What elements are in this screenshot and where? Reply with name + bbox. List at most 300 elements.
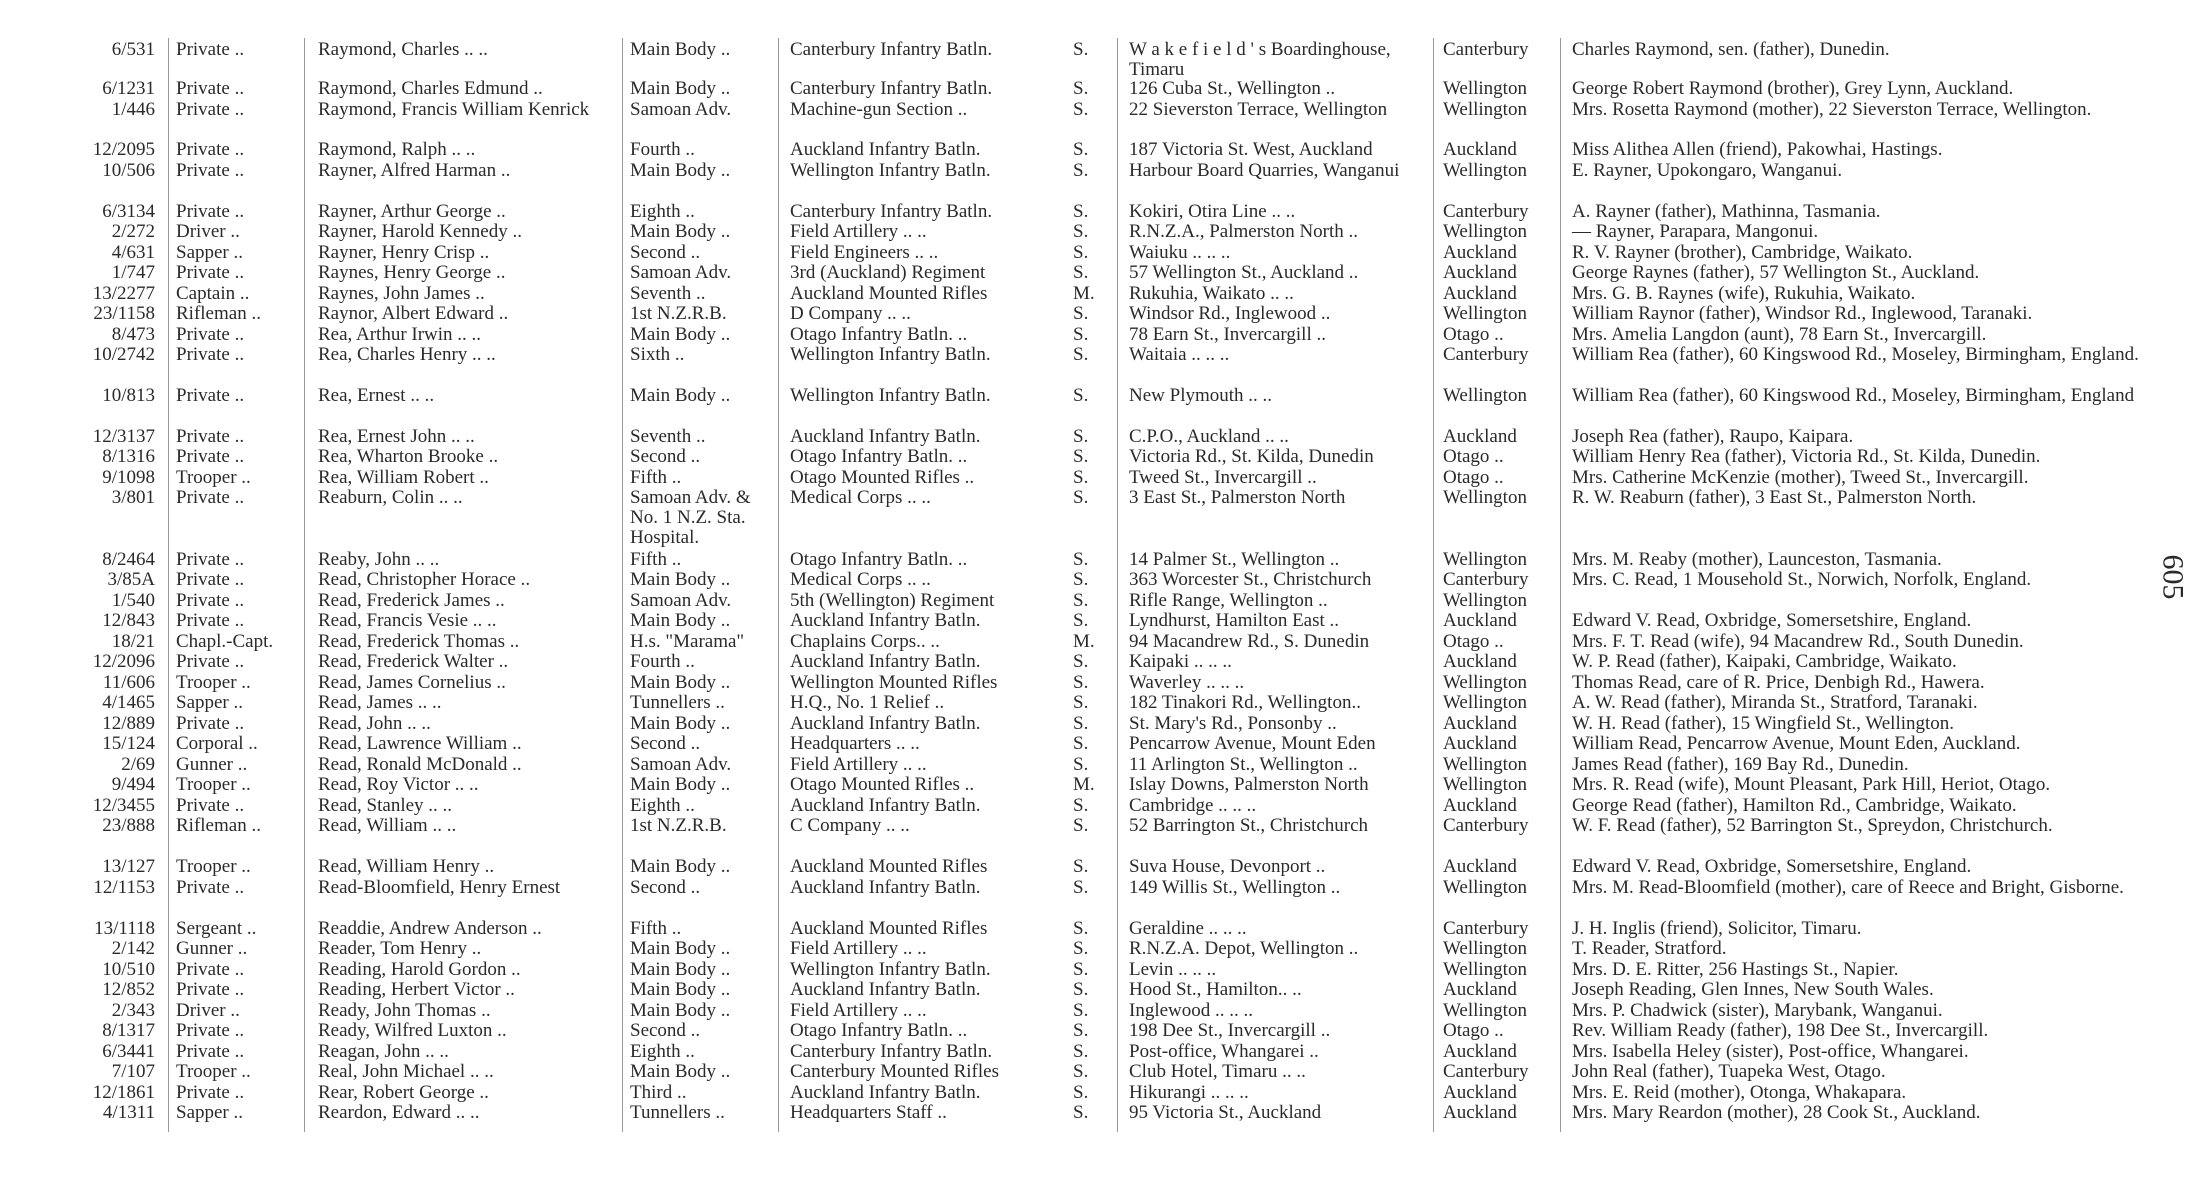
district-cell: Auckland xyxy=(1443,651,1517,672)
corps-unit-cell: Auckland Mounted Rifles xyxy=(790,918,988,939)
table-row xyxy=(0,386,2205,406)
table-row xyxy=(0,284,2205,304)
soldier-name-cell: Ready, John Thomas .. xyxy=(318,1000,491,1021)
district-cell: Wellington xyxy=(1443,78,1527,99)
rank-cell: Sapper .. xyxy=(176,1102,244,1123)
table-row xyxy=(0,591,2205,611)
next-of-kin-cell: George Raynes (father), 57 Wellington St., Auckland. xyxy=(1572,262,1980,283)
regimental-number-cell: 13/2277 xyxy=(92,283,155,304)
regimental-number-cell: 11/606 xyxy=(102,672,155,693)
corps-unit-cell: Auckland Infantry Batln. xyxy=(790,713,981,734)
last-address-cell: Rukuhia, Waikato .. .. xyxy=(1129,283,1294,304)
next-of-kin-cell: Thomas Read, care of R. Price, Denbigh Rd., Hawera. xyxy=(1572,672,1985,693)
corps-unit-cell: Wellington Infantry Batln. xyxy=(790,385,991,406)
last-address-cell: Pencarrow Avenue, Mount Eden xyxy=(1129,733,1376,754)
table-row xyxy=(0,325,2205,345)
table-row xyxy=(0,447,2205,467)
rank-cell: Private .. xyxy=(176,590,245,611)
district-cell: Wellington xyxy=(1443,549,1527,570)
district-cell: Wellington xyxy=(1443,590,1527,611)
rank-cell: Rifleman .. xyxy=(176,815,261,836)
last-address-cell: W a k e f i e l d ' s Boardinghouse, Timaru xyxy=(1129,39,1391,80)
soldier-name-cell: Read, Frederick Thomas .. xyxy=(318,631,520,652)
next-of-kin-cell: William Henry Rea (father), Victoria Rd., St. Kilda, Dunedin. xyxy=(1572,446,2041,467)
corps-unit-cell: Otago Infantry Batln. .. xyxy=(790,1020,968,1041)
embarkation-unit-cell: Main Body .. xyxy=(630,221,731,242)
corps-unit-cell: Auckland Infantry Batln. xyxy=(790,610,981,631)
last-address-cell: Club Hotel, Timaru .. .. xyxy=(1129,1061,1306,1082)
soldier-name-cell: Raynes, Henry George .. xyxy=(318,262,506,283)
last-address-cell: Waitaia .. .. .. xyxy=(1129,344,1230,365)
embarkation-unit-cell: Samoan Adv. & No. 1 N.Z. Sta. Hospital. xyxy=(630,487,751,548)
next-of-kin-cell: R. V. Rayner (brother), Cambridge, Waikato. xyxy=(1572,242,1913,263)
last-address-cell: Tweed St., Invercargill .. xyxy=(1129,467,1317,488)
last-address-cell: Hood St., Hamilton.. .. xyxy=(1129,979,1302,1000)
marital-status-cell: M. xyxy=(1073,283,1095,304)
next-of-kin-cell: Charles Raymond, sen. (father), Dunedin. xyxy=(1572,39,1890,60)
marital-status-cell: M. xyxy=(1073,774,1095,795)
last-address-cell: Victoria Rd., St. Kilda, Dunedin xyxy=(1129,446,1374,467)
corps-unit-cell: Headquarters .. .. xyxy=(790,733,920,754)
soldier-name-cell: Read, Lawrence William .. xyxy=(318,733,522,754)
last-address-cell: 149 Willis St., Wellington .. xyxy=(1129,877,1341,898)
soldier-name-cell: Readdie, Andrew Anderson .. xyxy=(318,918,542,939)
embarkation-unit-cell: Main Body .. xyxy=(630,774,731,795)
rank-cell: Private .. xyxy=(176,713,245,734)
rank-cell: Driver .. xyxy=(176,221,240,242)
next-of-kin-cell: James Read (father), 169 Bay Rd., Dunedin. xyxy=(1572,754,1909,775)
rank-cell: Private .. xyxy=(176,139,245,160)
next-of-kin-cell: George Robert Raymond (brother), Grey Lynn, Auckland. xyxy=(1572,78,2014,99)
marital-status-cell: S. xyxy=(1073,959,1089,980)
rank-cell: Private .. xyxy=(176,549,245,570)
embarkation-unit-cell: Samoan Adv. xyxy=(630,99,732,120)
corps-unit-cell: Chaplains Corps.. .. xyxy=(790,631,940,652)
embarkation-unit-cell: 1st N.Z.R.B. xyxy=(630,303,727,324)
rank-cell: Private .. xyxy=(176,262,245,283)
regimental-number-cell: 9/494 xyxy=(111,774,155,795)
regimental-number-cell: 10/510 xyxy=(102,959,155,980)
corps-unit-cell: Field Artillery .. .. xyxy=(790,221,927,242)
district-cell: Wellington xyxy=(1443,221,1527,242)
corps-unit-cell: Otago Mounted Rifles .. xyxy=(790,467,975,488)
embarkation-unit-cell: Main Body .. xyxy=(630,385,731,406)
rank-cell: Private .. xyxy=(176,324,245,345)
corps-unit-cell: Medical Corps .. .. xyxy=(790,569,931,590)
embarkation-unit-cell: Samoan Adv. xyxy=(630,590,732,611)
table-row xyxy=(0,427,2205,447)
regimental-number-cell: 13/127 xyxy=(102,856,155,877)
soldier-name-cell: Read, Frederick Walter .. xyxy=(318,651,509,672)
next-of-kin-cell: Edward V. Read, Oxbridge, Somersetshire, England. xyxy=(1572,610,1972,631)
corps-unit-cell: Auckland Infantry Batln. xyxy=(790,795,981,816)
next-of-kin-cell: John Real (father), Tuapeka West, Otago. xyxy=(1572,1061,1886,1082)
regimental-number-cell: 1/747 xyxy=(111,262,155,283)
soldier-name-cell: Rayner, Arthur George .. xyxy=(318,201,506,222)
marital-status-cell: S. xyxy=(1073,979,1089,1000)
marital-status-cell: S. xyxy=(1073,713,1089,734)
marital-status-cell: S. xyxy=(1073,467,1089,488)
next-of-kin-cell: Mrs. Amelia Langdon (aunt), 78 Earn St., Invercargill. xyxy=(1572,324,1987,345)
rank-cell: Private .. xyxy=(176,78,245,99)
regimental-number-cell: 4/1465 xyxy=(102,692,155,713)
embarkation-unit-cell: Main Body .. xyxy=(630,938,731,959)
next-of-kin-cell: Mrs. C. Read, 1 Mousehold St., Norwich, Norfolk, England. xyxy=(1572,569,2032,590)
soldier-name-cell: Read, Christopher Horace .. xyxy=(318,569,531,590)
regimental-number-cell: 12/889 xyxy=(102,713,155,734)
page-number: 605 xyxy=(2156,554,2190,600)
regimental-number-cell: 10/813 xyxy=(102,385,155,406)
next-of-kin-cell: Rev. William Ready (father), 198 Dee St., Invercargill. xyxy=(1572,1020,1989,1041)
next-of-kin-cell: Mrs. F. T. Read (wife), 94 Macandrew Rd., South Dunedin. xyxy=(1572,631,2024,652)
table-row xyxy=(0,878,2205,898)
last-address-cell: 78 Earn St., Invercargill .. xyxy=(1129,324,1326,345)
regimental-number-cell: 8/473 xyxy=(111,324,155,345)
next-of-kin-cell: R. W. Reaburn (father), 3 East St., Palmerston North. xyxy=(1572,487,1977,508)
embarkation-unit-cell: Fifth .. xyxy=(630,467,682,488)
last-address-cell: 126 Cuba St., Wellington .. xyxy=(1129,78,1336,99)
corps-unit-cell: Auckland Infantry Batln. xyxy=(790,139,981,160)
last-address-cell: 363 Worcester St., Christchurch xyxy=(1129,569,1372,590)
next-of-kin-cell: E. Rayner, Upokongaro, Wanganui. xyxy=(1572,160,1843,181)
district-cell: Wellington xyxy=(1443,672,1527,693)
soldier-name-cell: Rayner, Henry Crisp .. xyxy=(318,242,490,263)
district-cell: Canterbury xyxy=(1443,201,1529,222)
corps-unit-cell: Wellington Infantry Batln. xyxy=(790,344,991,365)
embarkation-unit-cell: Fifth .. xyxy=(630,918,682,939)
rank-cell: Trooper .. xyxy=(176,467,251,488)
soldier-name-cell: Reardon, Edward .. .. xyxy=(318,1102,480,1123)
table-row xyxy=(0,487,2205,548)
marital-status-cell: S. xyxy=(1073,610,1089,631)
last-address-cell: 52 Barrington St., Christchurch xyxy=(1129,815,1369,836)
table-row xyxy=(0,550,2205,570)
district-cell: Auckland xyxy=(1443,242,1517,263)
marital-status-cell: S. xyxy=(1073,651,1089,672)
marital-status-cell: S. xyxy=(1073,303,1089,324)
district-cell: Auckland xyxy=(1443,733,1517,754)
last-address-cell: Post-office, Whangarei .. xyxy=(1129,1041,1319,1062)
corps-unit-cell: 3rd (Auckland) Regiment xyxy=(790,262,986,283)
rank-cell: Private .. xyxy=(176,39,245,60)
regimental-number-cell: 8/2464 xyxy=(102,549,155,570)
corps-unit-cell: Wellington Infantry Batln. xyxy=(790,160,991,181)
marital-status-cell: S. xyxy=(1073,569,1089,590)
rank-cell: Private .. xyxy=(176,344,245,365)
last-address-cell: R.N.Z.A., Palmerston North .. xyxy=(1129,221,1359,242)
corps-unit-cell: Auckland Mounted Rifles xyxy=(790,283,988,304)
regimental-number-cell: 3/801 xyxy=(111,487,155,508)
soldier-name-cell: Raymond, Charles Edmund .. xyxy=(318,78,543,99)
soldier-name-cell: Rea, Ernest .. .. xyxy=(318,385,435,406)
table-row xyxy=(0,100,2205,120)
district-cell: Wellington xyxy=(1443,959,1527,980)
soldier-name-cell: Reaburn, Colin .. .. xyxy=(318,487,463,508)
table-row xyxy=(0,755,2205,775)
embarkation-unit-cell: Main Body .. xyxy=(630,569,731,590)
corps-unit-cell: D Company .. .. xyxy=(790,303,911,324)
marital-status-cell: S. xyxy=(1073,754,1089,775)
last-address-cell: St. Mary's Rd., Ponsonby .. xyxy=(1129,713,1337,734)
marital-status-cell: S. xyxy=(1073,692,1089,713)
next-of-kin-cell: J. H. Inglis (friend), Solicitor, Timaru. xyxy=(1572,918,1862,939)
marital-status-cell: S. xyxy=(1073,877,1089,898)
embarkation-unit-cell: Main Body .. xyxy=(630,1000,731,1021)
last-address-cell: Lyndhurst, Hamilton East .. xyxy=(1129,610,1340,631)
corps-unit-cell: Auckland Infantry Batln. xyxy=(790,651,981,672)
regimental-number-cell: 2/343 xyxy=(111,1000,155,1021)
soldier-name-cell: Rayner, Harold Kennedy .. xyxy=(318,221,522,242)
soldier-name-cell: Rea, Charles Henry .. .. xyxy=(318,344,496,365)
soldier-name-cell: Rea, Arthur Irwin .. .. xyxy=(318,324,482,345)
regimental-number-cell: 7/107 xyxy=(111,1061,155,1082)
district-cell: Otago .. xyxy=(1443,324,1504,345)
soldier-name-cell: Rayner, Alfred Harman .. xyxy=(318,160,511,181)
last-address-cell: Cambridge .. .. .. xyxy=(1129,795,1257,816)
next-of-kin-cell: W. F. Read (father), 52 Barrington St., Spreydon, Christchurch. xyxy=(1572,815,2053,836)
regimental-number-cell: 4/1311 xyxy=(102,1102,155,1123)
corps-unit-cell: Otago Infantry Batln. .. xyxy=(790,549,968,570)
embarkation-unit-cell: Second .. xyxy=(630,877,701,898)
table-row xyxy=(0,734,2205,754)
marital-status-cell: S. xyxy=(1073,324,1089,345)
district-cell: Canterbury xyxy=(1443,569,1529,590)
embarkation-unit-cell: Main Body .. xyxy=(630,1061,731,1082)
last-address-cell: Levin .. .. .. xyxy=(1129,959,1217,980)
district-cell: Wellington xyxy=(1443,99,1527,120)
rank-cell: Private .. xyxy=(176,385,245,406)
soldier-name-cell: Ready, Wilfred Luxton .. xyxy=(318,1020,507,1041)
table-row xyxy=(0,161,2205,181)
table-row xyxy=(0,1103,2205,1123)
table-row xyxy=(0,140,2205,160)
next-of-kin-cell: — Rayner, Parapara, Mangonui. xyxy=(1572,221,1819,242)
table-row xyxy=(0,693,2205,713)
regimental-number-cell: 12/843 xyxy=(102,610,155,631)
last-address-cell: Islay Downs, Palmerston North xyxy=(1129,774,1369,795)
rank-cell: Gunner .. xyxy=(176,938,248,959)
embarkation-unit-cell: Fourth .. xyxy=(630,651,695,672)
regimental-number-cell: 12/3455 xyxy=(92,795,155,816)
last-address-cell: 182 Tinakori Rd., Wellington.. xyxy=(1129,692,1361,713)
district-cell: Auckland xyxy=(1443,795,1517,816)
last-address-cell: 95 Victoria St., Auckland xyxy=(1129,1102,1322,1123)
marital-status-cell: S. xyxy=(1073,385,1089,406)
embarkation-unit-cell: Second .. xyxy=(630,446,701,467)
table-row xyxy=(0,243,2205,263)
embarkation-unit-cell: Main Body .. xyxy=(630,160,731,181)
table-row xyxy=(0,919,2205,939)
rank-cell: Private .. xyxy=(176,610,245,631)
corps-unit-cell: Field Engineers .. .. xyxy=(790,242,939,263)
district-cell: Otago .. xyxy=(1443,446,1504,467)
corps-unit-cell: Field Artillery .. .. xyxy=(790,938,927,959)
district-cell: Auckland xyxy=(1443,1041,1517,1062)
district-cell: Canterbury xyxy=(1443,815,1529,836)
district-cell: Auckland xyxy=(1443,262,1517,283)
last-address-cell: Kokiri, Otira Line .. .. xyxy=(1129,201,1296,222)
rank-cell: Private .. xyxy=(176,99,245,120)
table-row xyxy=(0,960,2205,980)
embarkation-unit-cell: Seventh .. xyxy=(630,426,706,447)
embarkation-unit-cell: Seventh .. xyxy=(630,283,706,304)
next-of-kin-cell: William Raynor (father), Windsor Rd., Inglewood, Taranaki. xyxy=(1572,303,2033,324)
last-address-cell: 11 Arlington St., Wellington .. xyxy=(1129,754,1358,775)
table-row xyxy=(0,202,2205,222)
corps-unit-cell: H.Q., No. 1 Relief .. xyxy=(790,692,945,713)
marital-status-cell: S. xyxy=(1073,262,1089,283)
district-cell: Auckland xyxy=(1443,856,1517,877)
district-cell: Wellington xyxy=(1443,487,1527,508)
embarkation-unit-cell: Main Body .. xyxy=(630,856,731,877)
next-of-kin-cell: Mrs. Catherine McKenzie (mother), Tweed St., Invercargill. xyxy=(1572,467,2029,488)
last-address-cell: Windsor Rd., Inglewood .. xyxy=(1129,303,1331,324)
corps-unit-cell: Auckland Infantry Batln. xyxy=(790,877,981,898)
table-row xyxy=(0,1021,2205,1041)
regimental-number-cell: 10/506 xyxy=(102,160,155,181)
last-address-cell: 3 East St., Palmerston North xyxy=(1129,487,1346,508)
last-address-cell: Hikurangi .. .. .. xyxy=(1129,1082,1249,1103)
soldier-name-cell: Rea, William Robert .. xyxy=(318,467,489,488)
district-cell: Wellington xyxy=(1443,774,1527,795)
marital-status-cell: S. xyxy=(1073,733,1089,754)
embarkation-unit-cell: Main Body .. xyxy=(630,979,731,1000)
district-cell: Auckland xyxy=(1443,610,1517,631)
rank-cell: Captain .. xyxy=(176,283,250,304)
soldier-name-cell: Rea, Ernest John .. .. xyxy=(318,426,475,447)
soldier-name-cell: Reading, Harold Gordon .. xyxy=(318,959,521,980)
next-of-kin-cell: Mrs. E. Reid (mother), Otonga, Whakapara. xyxy=(1572,1082,1907,1103)
regimental-number-cell: 8/1316 xyxy=(102,446,155,467)
last-address-cell: 57 Wellington St., Auckland .. xyxy=(1129,262,1359,283)
table-row xyxy=(0,1001,2205,1021)
last-address-cell: Harbour Board Quarries, Wanganui xyxy=(1129,160,1400,181)
district-cell: Otago .. xyxy=(1443,467,1504,488)
embarkation-unit-cell: Eighth .. xyxy=(630,201,695,222)
next-of-kin-cell: Joseph Rea (father), Raupo, Kaipara. xyxy=(1572,426,1854,447)
embarkation-unit-cell: Eighth .. xyxy=(630,1041,695,1062)
marital-status-cell: S. xyxy=(1073,201,1089,222)
corps-unit-cell: Wellington Mounted Rifles xyxy=(790,672,998,693)
soldier-name-cell: Reaby, John .. .. xyxy=(318,549,440,570)
marital-status-cell: S. xyxy=(1073,856,1089,877)
corps-unit-cell: Canterbury Infantry Batln. xyxy=(790,39,993,60)
table-row xyxy=(0,775,2205,795)
corps-unit-cell: Auckland Mounted Rifles xyxy=(790,856,988,877)
district-cell: Auckland xyxy=(1443,713,1517,734)
next-of-kin-cell: George Read (father), Hamilton Rd., Cambridge, Waikato. xyxy=(1572,795,2017,816)
marital-status-cell: S. xyxy=(1073,1000,1089,1021)
rank-cell: Private .. xyxy=(176,201,245,222)
last-address-cell: Rifle Range, Wellington .. xyxy=(1129,590,1328,611)
district-cell: Wellington xyxy=(1443,385,1527,406)
table-row xyxy=(0,304,2205,324)
last-address-cell: Inglewood .. .. .. xyxy=(1129,1000,1254,1021)
last-address-cell: Kaipaki .. .. .. xyxy=(1129,651,1232,672)
corps-unit-cell: Canterbury Infantry Batln. xyxy=(790,78,993,99)
rank-cell: Private .. xyxy=(176,1082,245,1103)
district-cell: Wellington xyxy=(1443,754,1527,775)
regimental-number-cell: 23/888 xyxy=(102,815,155,836)
table-row xyxy=(0,611,2205,631)
embarkation-unit-cell: Main Body .. xyxy=(630,610,731,631)
next-of-kin-cell: Mrs. R. Read (wife), Mount Pleasant, Park Hill, Heriot, Otago. xyxy=(1572,774,2051,795)
next-of-kin-cell: Mrs. M. Read-Bloomfield (mother), care of Reece and Bright, Gisborne. xyxy=(1572,877,2124,898)
next-of-kin-cell: W. H. Read (father), 15 Wingfield St., Wellington. xyxy=(1572,713,1955,734)
district-cell: Auckland xyxy=(1443,139,1517,160)
rank-cell: Private .. xyxy=(176,651,245,672)
district-cell: Auckland xyxy=(1443,979,1517,1000)
last-address-cell: 22 Sieverston Terrace, Wellington xyxy=(1129,99,1388,120)
corps-unit-cell: Canterbury Infantry Batln. xyxy=(790,1041,993,1062)
corps-unit-cell: Auckland Infantry Batln. xyxy=(790,1082,981,1103)
last-address-cell: Geraldine .. .. .. xyxy=(1129,918,1247,939)
embarkation-unit-cell: Main Body .. xyxy=(630,78,731,99)
regimental-number-cell: 23/1158 xyxy=(93,303,155,324)
district-cell: Canterbury xyxy=(1443,1061,1529,1082)
soldier-name-cell: Read, John .. .. xyxy=(318,713,431,734)
last-address-cell: New Plymouth .. .. xyxy=(1129,385,1273,406)
embarkation-unit-cell: 1st N.Z.R.B. xyxy=(630,815,727,836)
next-of-kin-cell: Mrs. Rosetta Raymond (mother), 22 Sieverston Terrace, Wellington. xyxy=(1572,99,2092,120)
marital-status-cell: S. xyxy=(1073,815,1089,836)
corps-unit-cell: Otago Mounted Rifles .. xyxy=(790,774,975,795)
marital-status-cell: S. xyxy=(1073,487,1089,508)
soldier-name-cell: Read, James Cornelius .. xyxy=(318,672,506,693)
embarkation-unit-cell: Second .. xyxy=(630,242,701,263)
next-of-kin-cell: Mrs. Mary Reardon (mother), 28 Cook St., Auckland. xyxy=(1572,1102,1981,1123)
next-of-kin-cell: A. Rayner (father), Mathinna, Tasmania. xyxy=(1572,201,1881,222)
district-cell: Canterbury xyxy=(1443,344,1529,365)
rank-cell: Trooper .. xyxy=(176,1061,251,1082)
table-row xyxy=(0,1042,2205,1062)
table-row xyxy=(0,1062,2205,1082)
soldier-name-cell: Raynes, John James .. xyxy=(318,283,485,304)
embarkation-unit-cell: H.s. "Marama" xyxy=(630,631,745,652)
district-cell: Wellington xyxy=(1443,303,1527,324)
last-address-cell: 14 Palmer St., Wellington .. xyxy=(1129,549,1340,570)
soldier-name-cell: Read, James .. .. xyxy=(318,692,442,713)
soldier-name-cell: Raymond, Charles .. .. xyxy=(318,39,488,60)
rank-cell: Trooper .. xyxy=(176,774,251,795)
soldier-name-cell: Read, William .. .. xyxy=(318,815,457,836)
embarkation-unit-cell: Third .. xyxy=(630,1082,687,1103)
district-cell: Otago .. xyxy=(1443,1020,1504,1041)
marital-status-cell: S. xyxy=(1073,160,1089,181)
district-cell: Wellington xyxy=(1443,938,1527,959)
soldier-name-cell: Reagan, John .. .. xyxy=(318,1041,449,1062)
table-row xyxy=(0,79,2205,99)
embarkation-unit-cell: Main Body .. xyxy=(630,959,731,980)
regimental-number-cell: 1/446 xyxy=(111,99,155,120)
table-row xyxy=(0,468,2205,488)
table-row xyxy=(0,980,2205,1000)
district-cell: Wellington xyxy=(1443,877,1527,898)
marital-status-cell: S. xyxy=(1073,795,1089,816)
rank-cell: Trooper .. xyxy=(176,672,251,693)
soldier-name-cell: Read, Roy Victor .. .. xyxy=(318,774,479,795)
regimental-number-cell: 8/1317 xyxy=(102,1020,155,1041)
marital-status-cell: S. xyxy=(1073,549,1089,570)
district-cell: Otago .. xyxy=(1443,631,1504,652)
corps-unit-cell: Headquarters Staff .. xyxy=(790,1102,947,1123)
marital-status-cell: S. xyxy=(1073,1020,1089,1041)
regimental-number-cell: 15/124 xyxy=(102,733,155,754)
rank-cell: Private .. xyxy=(176,1041,245,1062)
table-row xyxy=(0,222,2205,242)
embarkation-unit-cell: Tunnellers .. xyxy=(630,1102,725,1123)
marital-status-cell: S. xyxy=(1073,1102,1089,1123)
